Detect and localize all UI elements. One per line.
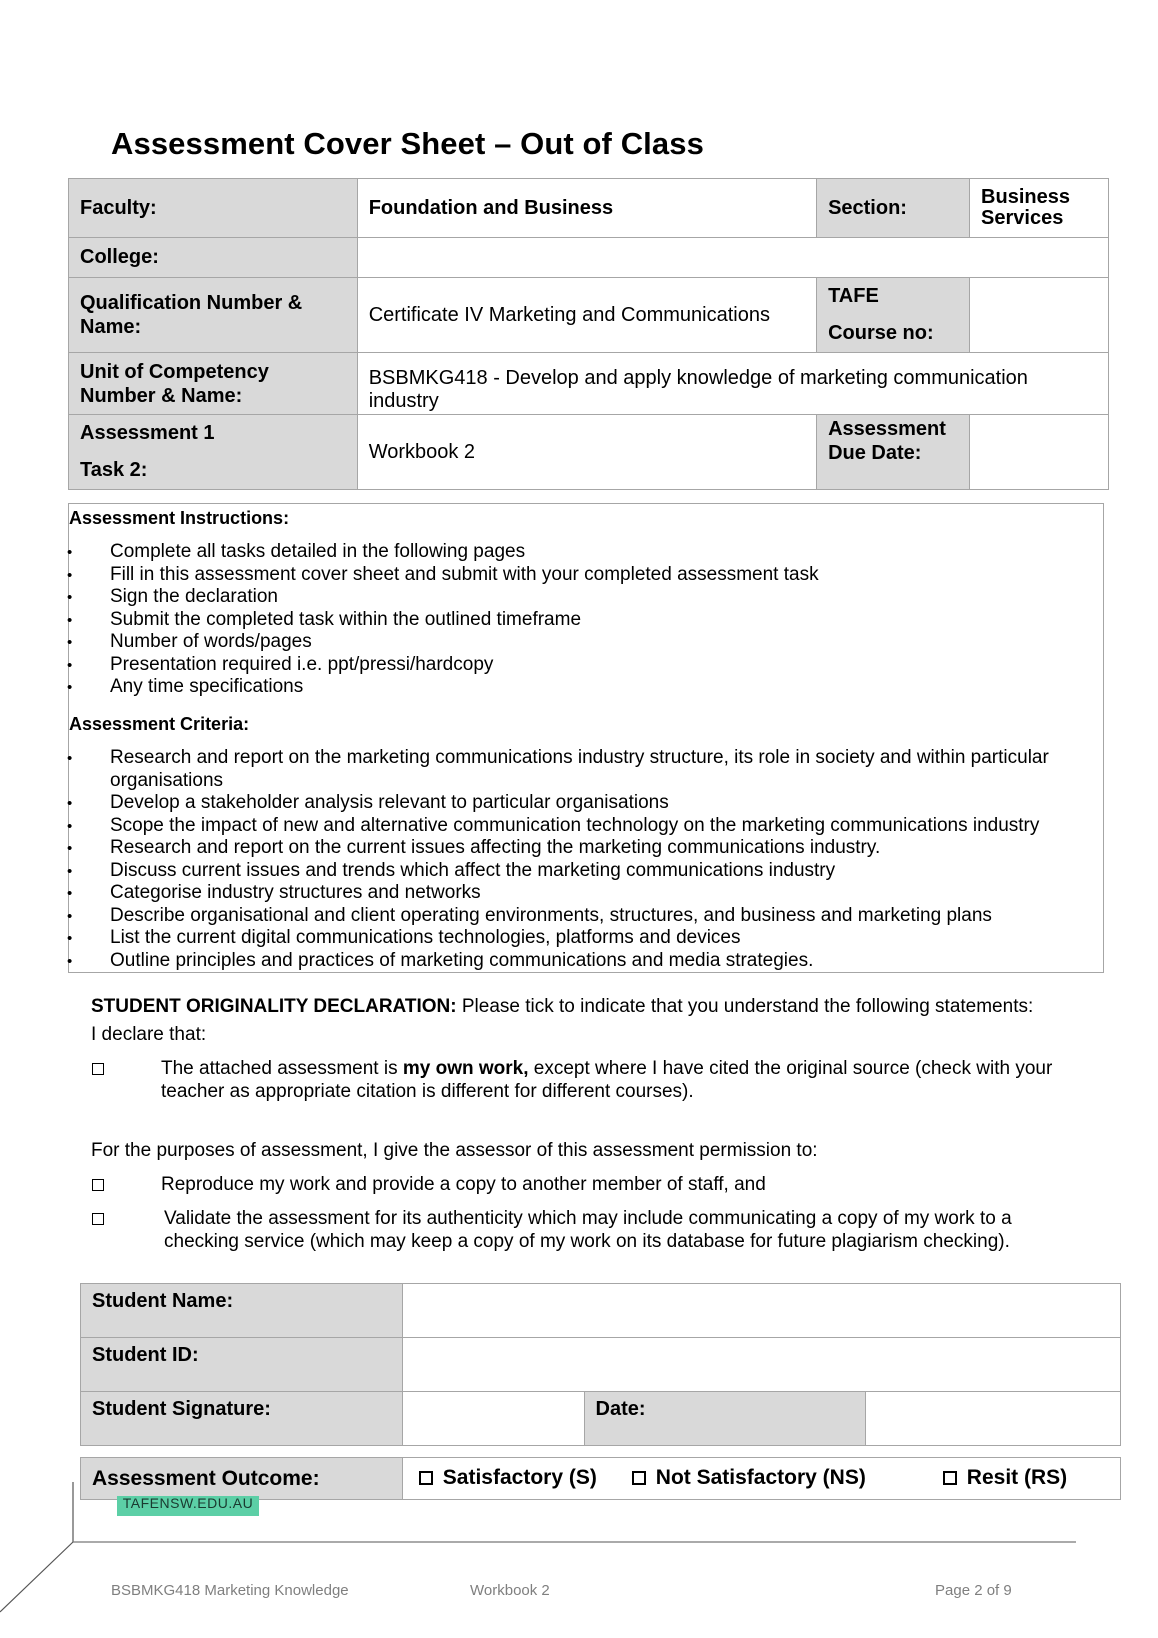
criteria-heading: Assessment Criteria: xyxy=(69,714,250,734)
list-item: • Any time specifications xyxy=(69,676,1099,699)
list-item: • Fill in this assessment cover sheet and submit with your completed assessment task xyxy=(69,564,1099,587)
declaration-intro: I declare that: xyxy=(91,1024,207,1045)
tafe-label: TAFE xyxy=(828,285,879,307)
corner-diagonal-line xyxy=(0,1542,73,1612)
instructions-heading: Assessment Instructions: xyxy=(69,508,290,528)
list-item: • Outline principles and practices of marketing communications and media strategies. xyxy=(69,950,1099,973)
student-id-field[interactable] xyxy=(402,1338,1120,1392)
footer-page-number: Page 2 of 9 xyxy=(935,1582,1012,1599)
tafe-website-badge: TAFENSW.EDU.AU xyxy=(117,1496,259,1516)
course-info-table xyxy=(68,178,1109,490)
list-item: • Categorise industry structures and networks xyxy=(69,882,1099,905)
instructions-box xyxy=(68,503,1104,973)
due-date-value xyxy=(970,415,1109,490)
assessment-value: Workbook 2 xyxy=(357,415,816,490)
page-corner-lines xyxy=(0,1470,1158,1638)
declaration-heading-bold: STUDENT ORIGINALITY DECLARATION: xyxy=(91,996,457,1017)
own-work-post: except where I have cited the original source (check with your teacher as appropriate citation is different for different courses). xyxy=(161,1058,1053,1102)
criteria-list xyxy=(69,747,1099,972)
college-value xyxy=(357,238,1108,278)
own-work-statement xyxy=(161,1058,1081,1103)
list-item: • Number of words/pages xyxy=(69,631,1099,654)
section-value: Business Services xyxy=(970,179,1109,238)
validate-statement: Validate the assessment for its authenticity which may include communicating a copy of my work to a checking service (which may keep a copy of my work on its database for future plagiarism checking). xyxy=(164,1208,1012,1252)
list-item: • Submit the completed task within the outlined timeframe xyxy=(69,609,1099,632)
resit-label: Resit (RS) xyxy=(966,1466,1068,1489)
instructions-list xyxy=(69,541,1099,699)
student-details-table xyxy=(80,1283,1121,1446)
course-no-value xyxy=(970,278,1109,353)
satisfactory-label: Satisfactory (S) xyxy=(442,1466,597,1489)
list-item: • Describe organisational and client operating environments, structures, and business and marketing plans xyxy=(69,905,1099,928)
task-label: Task 2: xyxy=(80,459,148,481)
list-item: • Research and report on the marketing communications industry structure, its role in society and within particular organisations xyxy=(69,747,1099,792)
date-label: Date: xyxy=(584,1392,866,1446)
list-item: • Discuss current issues and trends which affect the marketing communications industry xyxy=(69,860,1099,883)
qualification-value: Certificate IV Marketing and Communications xyxy=(357,278,816,353)
list-item: • Sign the declaration xyxy=(69,586,1099,609)
date-field[interactable] xyxy=(866,1392,1121,1446)
validate-checkbox[interactable] xyxy=(92,1213,104,1225)
list-item: • List the current digital communications technologies, platforms and devices xyxy=(69,927,1099,950)
due-date-label: Assessment Due Date: xyxy=(817,415,970,490)
unit-label: Unit of Competency Number & Name: xyxy=(69,353,358,415)
declaration-heading xyxy=(91,996,1121,1019)
list-item: • Develop a stakeholder analysis relevant to particular organisations xyxy=(69,792,1099,815)
student-signature-label: Student Signature: xyxy=(81,1392,403,1446)
qualification-label: Qualification Number & Name: xyxy=(69,278,358,353)
student-name-field[interactable] xyxy=(402,1284,1120,1338)
reproduce-statement: Reproduce my work and provide a copy to another member of staff, and xyxy=(161,1174,766,1195)
permission-intro: For the purposes of assessment, I give the assessor of this assessment permission to: xyxy=(91,1140,818,1161)
not-satisfactory-label: Not Satisfactory (NS) xyxy=(655,1466,866,1489)
footer-unit-name: BSBMKG418 Marketing Knowledge xyxy=(111,1582,349,1599)
student-id-label: Student ID: xyxy=(81,1338,403,1392)
college-label: College: xyxy=(69,238,358,278)
unit-value: BSBMKG418 - Develop and apply knowledge of marketing communication industry xyxy=(357,353,1108,415)
own-work-pre: The attached assessment is xyxy=(161,1058,403,1079)
footer-workbook: Workbook 2 xyxy=(470,1582,550,1599)
own-work-bold: my own work, xyxy=(402,1058,529,1079)
list-item: • Presentation required i.e. ppt/pressi/hardcopy xyxy=(69,654,1099,677)
page-title: Assessment Cover Sheet – Out of Class xyxy=(111,126,704,161)
list-item: • Complete all tasks detailed in the following pages xyxy=(69,541,1099,564)
assessment-task-label xyxy=(69,415,358,490)
student-name-label: Student Name: xyxy=(81,1284,403,1338)
faculty-value: Foundation and Business xyxy=(357,179,816,238)
list-item: • Research and report on the current issues affecting the marketing communications industry. xyxy=(69,837,1099,860)
declaration-heading-rest: Please tick to indicate that you understand the following statements: xyxy=(456,996,1034,1017)
student-signature-field[interactable] xyxy=(402,1392,584,1446)
list-item: • Scope the impact of new and alternative communication technology on the marketing communications industry xyxy=(69,815,1099,838)
outcome-label: Assessment Outcome: xyxy=(81,1458,403,1500)
section-label: Section: xyxy=(817,179,970,238)
tafe-course-label xyxy=(817,278,970,353)
reproduce-checkbox[interactable] xyxy=(92,1179,104,1191)
course-no-label: Course no: xyxy=(828,322,934,344)
faculty-label: Faculty: xyxy=(69,179,358,238)
own-work-checkbox[interactable] xyxy=(92,1063,104,1075)
assessment-label: Assessment 1 xyxy=(80,422,215,444)
